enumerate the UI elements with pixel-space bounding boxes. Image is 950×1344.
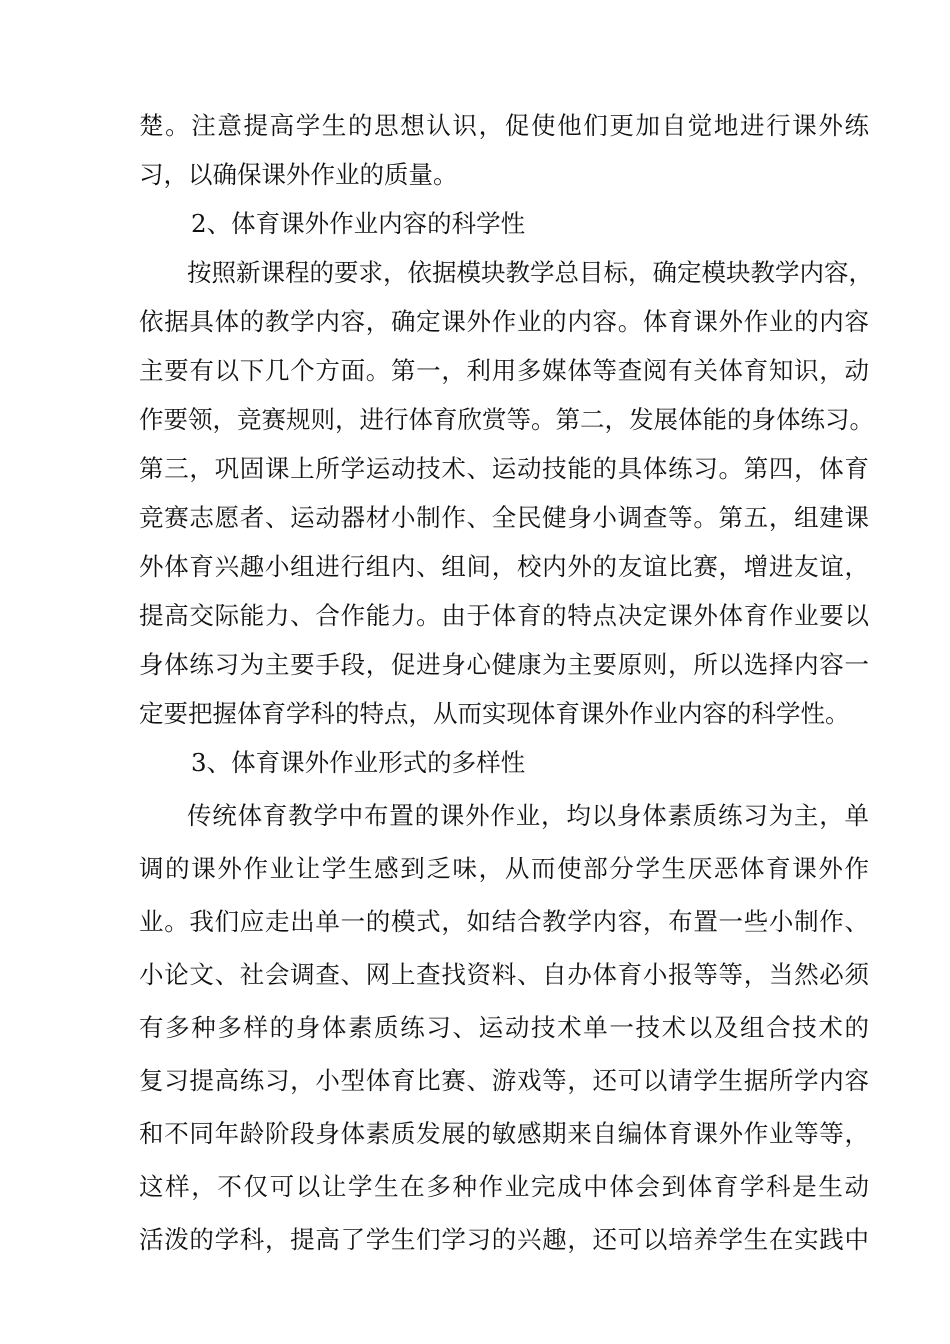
text-line: 复习提高练习，小型体育比赛、游戏等，还可以请学生据所学内容 [139, 1066, 869, 1095]
text-line: 调的课外作业让学生感到乏味，从而使部分学生厌恶体育课外作 [139, 854, 869, 883]
text-line: 小论文、社会调查、网上查找资料、自办体育小报等等，当然必须 [139, 960, 869, 989]
section-heading: 3、体育课外作业形式的多样性 [191, 748, 526, 777]
text-line: 按照新课程的要求，依据模块教学总目标，确定模块教学内容， [187, 258, 873, 287]
text-line: 业。我们应走出单一的模式，如结合教学内容，布置一些小制作、 [139, 907, 869, 936]
text-line: 有多种多样的身体素质练习、运动技术单一技术以及组合技术的 [139, 1013, 869, 1042]
text-line: 楚。注意提高学生的思想认识，促使他们更加自觉地进行课外练 [139, 111, 869, 140]
text-line: 活泼的学科，提高了学生们学习的兴趣，还可以培养学生在实践中 [139, 1225, 869, 1254]
section-heading: 2、体育课外作业内容的科学性 [191, 209, 526, 238]
text-line: 定要把握体育学科的特点，从而实现体育课外作业内容的科学性。 [139, 699, 850, 728]
text-line: 外体育兴趣小组进行组内、组间，校内外的友谊比赛，增进友谊， [139, 552, 869, 581]
text-line: 传统体育教学中布置的课外作业，均以身体素质练习为主，单 [187, 801, 869, 830]
text-line: 作要领，竞赛规则，进行体育欣赏等。第二，发展体能的身体练习。 [139, 405, 874, 434]
text-line: 依据具体的教学内容，确定课外作业的内容。体育课外作业的内容 [139, 307, 869, 336]
text-line: 提高交际能力、合作能力。由于体育的特点决定课外体育作业要以 [139, 601, 869, 630]
text-line: 习，以确保课外作业的质量。 [139, 160, 458, 189]
text-line: 竞赛志愿者、运动器材小制作、全民健身小调查等。第五，组建课 [139, 503, 869, 532]
text-line: 这样，不仅可以让学生在多种作业完成中体会到体育学科是生动 [139, 1172, 869, 1201]
text-line: 和不同年龄阶段身体素质发展的敏感期来自编体育课外作业等等， [139, 1119, 869, 1148]
text-line: 主要有以下几个方面。第一，利用多媒体等查阅有关体育知识，动 [139, 356, 869, 385]
text-line: 第三，巩固课上所学运动技术、运动技能的具体练习。第四，体育 [139, 454, 869, 483]
text-line: 身体练习为主要手段，促进身心健康为主要原则，所以选择内容一 [139, 650, 869, 679]
